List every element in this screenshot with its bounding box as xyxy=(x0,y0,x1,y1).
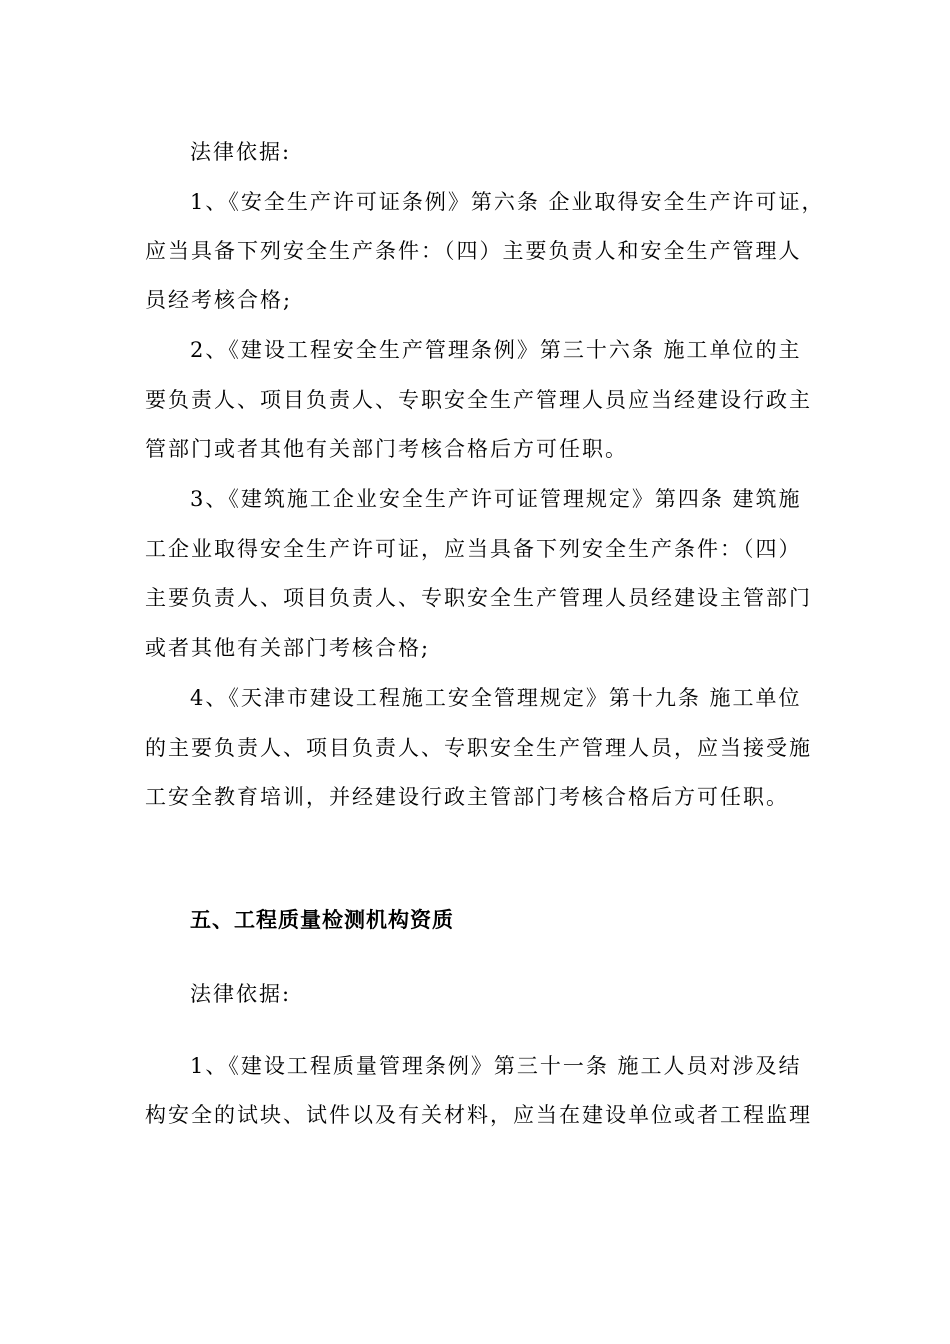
paragraph-line: 或者其他有关部门考核合格; xyxy=(145,636,431,660)
paragraph-line: 应当具备下列安全生产条件：（四）主要负责人和安全生产管理人 xyxy=(145,239,802,263)
paragraph-line: 构安全的试块、试件以及有关材料，应当在建设单位或者工程监理 xyxy=(145,1103,812,1127)
legal-basis-label: 法律依据: xyxy=(190,140,292,164)
paragraph-line: 工企业取得安全生产许可证，应当具备下列安全生产条件：（四） xyxy=(145,537,802,561)
paragraph-line: 工安全教育培训，并经建设行政主管部门考核合格后方可任职。 xyxy=(145,785,789,809)
paragraph-line: 管部门或者其他有关部门考核合格后方可任职。 xyxy=(145,437,628,461)
paragraph-line: 3、《建筑施工企业安全生产许可证管理规定》第四条 建筑施 xyxy=(190,487,802,511)
paragraph-line: 员经考核合格; xyxy=(145,288,293,312)
paragraph-line: 4、《天津市建设工程施工安全管理规定》第十九条 施工单位 xyxy=(190,686,802,710)
paragraph-line: 1、《建设工程质量管理条例》第三十一条 施工人员对涉及结 xyxy=(190,1054,802,1078)
paragraph-line: 2、《建设工程安全生产管理条例》第三十六条 施工单位的主 xyxy=(190,338,802,362)
paragraph-line: 要负责人、项目负责人、专职安全生产管理人员应当经建设行政主 xyxy=(145,388,812,412)
paragraph-line: 主要负责人、项目负责人、专职安全生产管理人员经建设主管部门 xyxy=(145,586,812,610)
paragraph-line: 1、《安全生产许可证条例》第六条 企业取得安全生产许可证， xyxy=(190,190,825,214)
section-heading: 五、工程质量检测机构资质 xyxy=(190,907,454,932)
paragraph-line: 的主要负责人、项目负责人、专职安全生产管理人员，应当接受施 xyxy=(145,736,812,760)
legal-basis-label: 法律依据: xyxy=(190,982,292,1006)
